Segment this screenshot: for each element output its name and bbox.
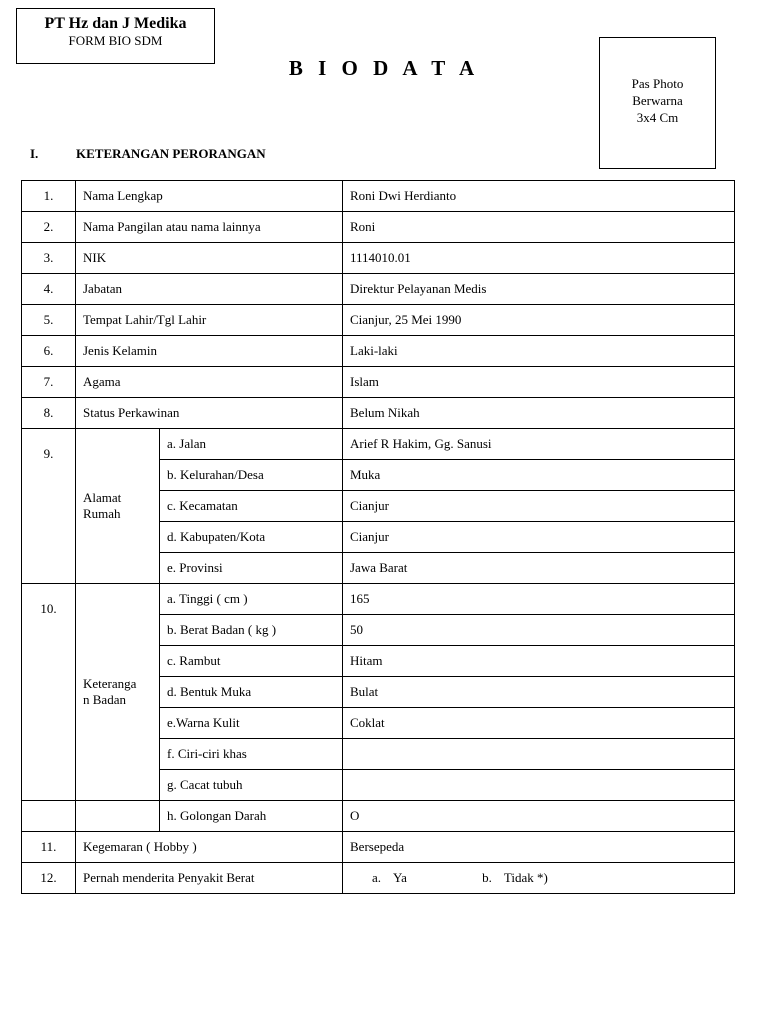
row-label: Status Perkawinan — [76, 398, 343, 429]
row-value: Bulat — [343, 677, 735, 708]
row-number: 6. — [22, 336, 76, 367]
group-label-line: Alamat — [83, 490, 122, 505]
photo-label-line: 3x4 Cm — [636, 110, 679, 125]
illness-options — [343, 863, 735, 894]
row-number-empty — [22, 801, 76, 832]
row-value: Cianjur — [343, 491, 735, 522]
row-value: Arief R Hakim, Gg. Sanusi — [343, 429, 735, 460]
section-title: KETERANGAN PERORANGAN — [76, 146, 266, 161]
row-label: Pernah menderita Penyakit Berat — [76, 863, 343, 894]
photo-placeholder — [599, 37, 716, 169]
table-row — [22, 398, 735, 429]
row-value: Cianjur, 25 Mei 1990 — [343, 305, 735, 336]
photo-label-line: Pas Photo — [631, 76, 684, 91]
row-number: 1. — [22, 181, 76, 212]
option-letter: a. — [372, 870, 382, 885]
sub-label: c. Rambut — [160, 646, 343, 677]
sub-label: d. Bentuk Muka — [160, 677, 343, 708]
row-number: 7. — [22, 367, 76, 398]
row-value: 1114010.01 — [343, 243, 735, 274]
option-letter: b. — [482, 870, 492, 885]
table-row — [22, 212, 735, 243]
row-number: 11. — [22, 832, 76, 863]
photo-label-line: Berwarna — [632, 93, 683, 108]
row-value: Direktur Pelayanan Medis — [343, 274, 735, 305]
row-number: 5. — [22, 305, 76, 336]
row-label: Nama Pangilan atau nama lainnya — [76, 212, 343, 243]
sub-label: a. Jalan — [160, 429, 343, 460]
section-number: I. — [30, 146, 39, 161]
row-number: 10. — [22, 584, 76, 801]
company-name: PT Hz dan J Medika — [44, 15, 187, 32]
row-number: 2. — [22, 212, 76, 243]
option-tidak — [482, 870, 548, 886]
option-label: Tidak *) — [503, 870, 548, 885]
table-row — [22, 243, 735, 274]
row-value: Bersepeda — [343, 832, 735, 863]
option-label: Ya — [393, 870, 407, 885]
row-label: NIK — [76, 243, 343, 274]
sub-label: b. Berat Badan ( kg ) — [160, 615, 343, 646]
form-code: FORM BIO SDM — [68, 33, 163, 48]
row-value: Jawa Barat — [343, 553, 735, 584]
table-row — [22, 863, 735, 894]
group-label-line: Keteranga — [83, 676, 137, 691]
table-row — [22, 181, 735, 212]
row-value: O — [343, 801, 735, 832]
row-label: Nama Lengkap — [76, 181, 343, 212]
row-number: 12. — [22, 863, 76, 894]
group-label-line: n Badan — [83, 692, 126, 707]
table-row — [22, 832, 735, 863]
row-value: 50 — [343, 615, 735, 646]
row-value: Cianjur — [343, 522, 735, 553]
row-label: Jabatan — [76, 274, 343, 305]
row-value: 165 — [343, 584, 735, 615]
group-label-line: Rumah — [83, 506, 121, 521]
sub-label: f. Ciri-ciri khas — [160, 739, 343, 770]
row-label: Agama — [76, 367, 343, 398]
row-label: Kegemaran ( Hobby ) — [76, 832, 343, 863]
row-number: 4. — [22, 274, 76, 305]
row-value — [343, 739, 735, 770]
sub-label: h. Golongan Darah — [160, 801, 343, 832]
row-value: Muka — [343, 460, 735, 491]
row-number: 3. — [22, 243, 76, 274]
row-value: Roni Dwi Herdianto — [343, 181, 735, 212]
row-value: Belum Nikah — [343, 398, 735, 429]
row-value — [343, 770, 735, 801]
row-number: 8. — [22, 398, 76, 429]
table-row — [22, 429, 735, 460]
table-row — [22, 801, 735, 832]
table-row — [22, 367, 735, 398]
address-group-label — [76, 429, 160, 584]
option-ya — [372, 870, 407, 886]
sub-label: c. Kecamatan — [160, 491, 343, 522]
sub-label: b. Kelurahan/Desa — [160, 460, 343, 491]
row-label: Jenis Kelamin — [76, 336, 343, 367]
table-row — [22, 274, 735, 305]
document-title: B I O D A T A — [288, 56, 480, 80]
table-row — [22, 336, 735, 367]
row-number: 9. — [22, 429, 76, 584]
sub-label: g. Cacat tubuh — [160, 770, 343, 801]
body-group-label — [76, 584, 160, 801]
sub-label: e. Provinsi — [160, 553, 343, 584]
table-row — [22, 305, 735, 336]
row-value: Laki-laki — [343, 336, 735, 367]
row-value: Roni — [343, 212, 735, 243]
table-row — [22, 584, 735, 615]
row-value: Coklat — [343, 708, 735, 739]
group-label-empty — [76, 801, 160, 832]
row-label: Tempat Lahir/Tgl Lahir — [76, 305, 343, 336]
row-value: Hitam — [343, 646, 735, 677]
sub-label: a. Tinggi ( cm ) — [160, 584, 343, 615]
sub-label: e.Warna Kulit — [160, 708, 343, 739]
sub-label: d. Kabupaten/Kota — [160, 522, 343, 553]
row-value: Islam — [343, 367, 735, 398]
section-heading — [30, 146, 266, 162]
biodata-table — [21, 180, 735, 894]
